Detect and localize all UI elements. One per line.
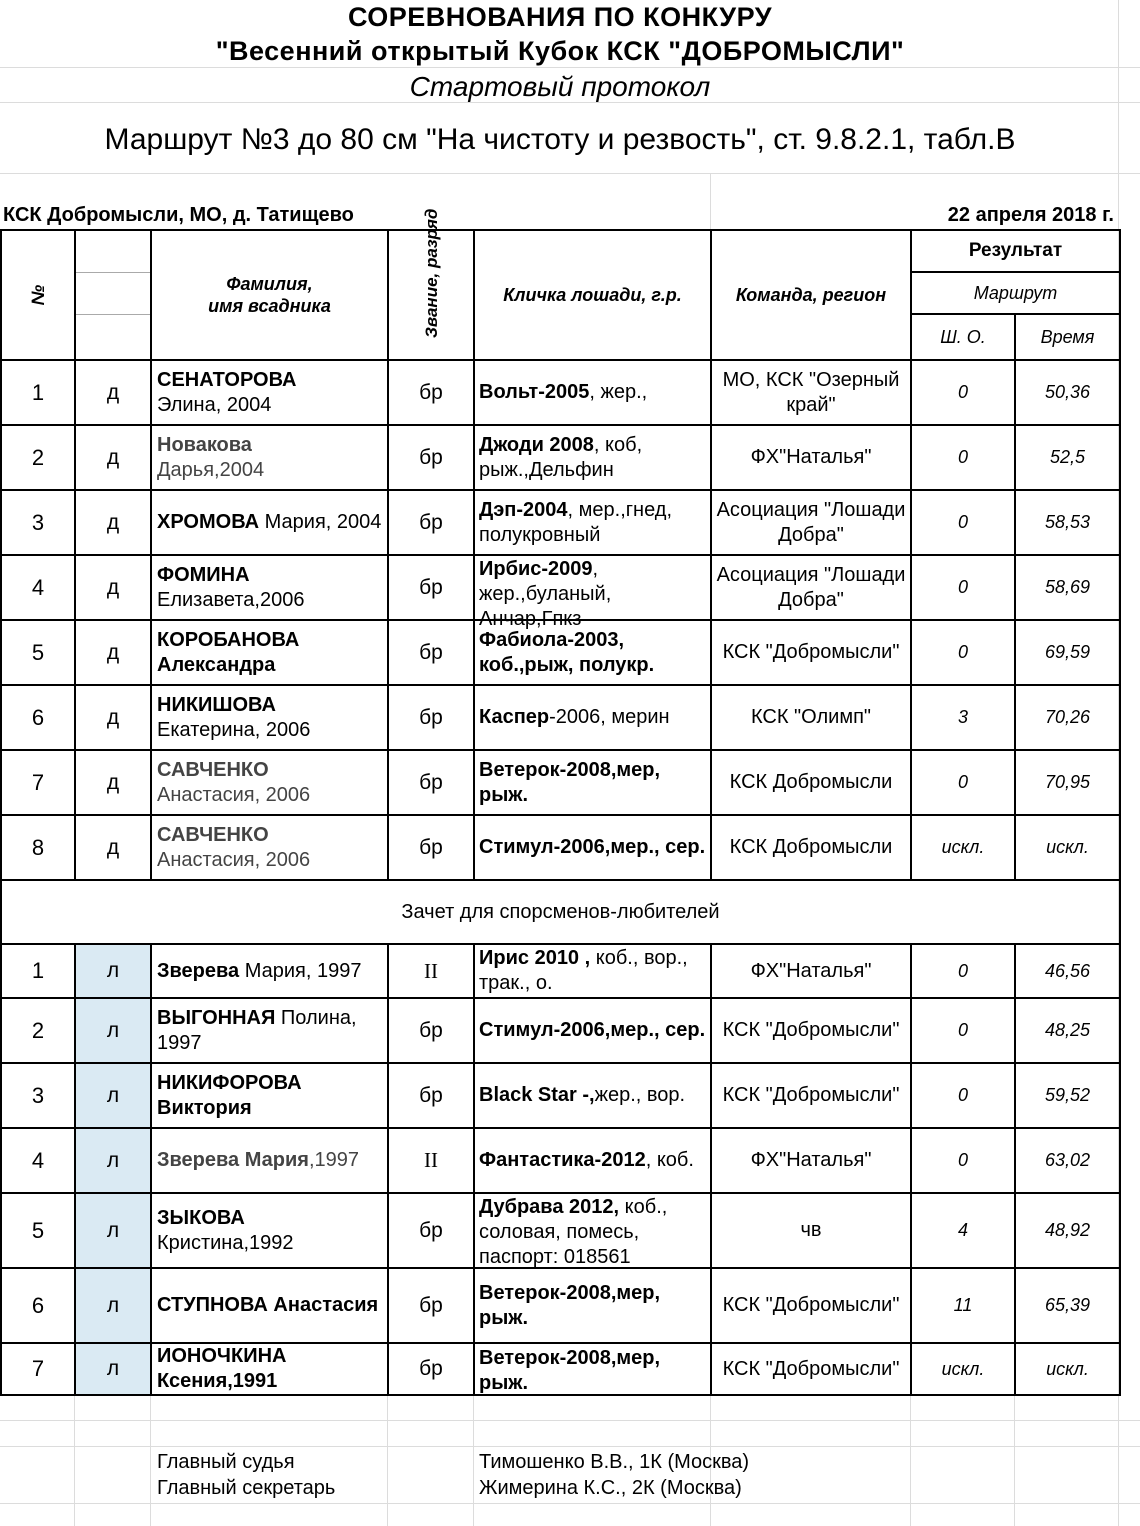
rider-given-name: Кристина,1992 [157,1231,294,1254]
gridline [0,173,1140,174]
subtitle: Стартовый протокол [409,71,711,102]
table-row [1,490,1120,555]
row-number: 1 [1,944,75,998]
time-value: 50,36 [1015,360,1120,425]
rider-text [152,368,387,418]
rider-rank: бр [388,360,474,425]
rider-rank: бр [388,815,474,880]
rider-cell [151,1193,388,1268]
team-region: Асоциация "Лошади Добра" [711,490,911,555]
rider-surname: СТУПНОВА Анастасия [157,1294,379,1316]
horse-cell [474,1063,711,1128]
horse-cell [474,1193,711,1268]
group-amateur [1,944,1120,1395]
horse-text [475,946,710,996]
rider-cell [151,555,388,620]
horse-cell [474,425,711,490]
horse-details: , жер., [589,381,648,403]
faults-value: 0 [911,944,1015,998]
time-value: 65,39 [1015,1268,1120,1343]
time-value: 46,56 [1015,944,1120,998]
table-row [1,998,1120,1063]
rider-rank: бр [388,750,474,815]
rider-given-name: Полина, 1997 [157,1006,357,1054]
row-number: 6 [1,1268,75,1343]
row-number: 6 [1,685,75,750]
rider-text [152,510,387,535]
col-horse-header: Кличка лошади, г.р. [474,230,711,360]
team-region: МО, КСК "Озерный край" [711,360,911,425]
row-number: 3 [1,490,75,555]
gridline [910,1395,911,1526]
category-code: д [75,685,151,750]
horse-text [475,758,710,808]
rider-given-name: Анастасия, 2006 [157,848,311,871]
rider-surname: ХРОМОВА [157,511,260,533]
rider-rank: бр [388,998,474,1063]
category-code: д [75,425,151,490]
rider-surname: КОРОБАНОВА Александра [157,628,300,676]
faults-value: искл. [911,1343,1015,1395]
horse-text [475,1083,710,1108]
table-row [1,360,1120,425]
col-rider-header: Фамилия, имя всадника [151,230,388,360]
rider-given-name: Екатерина, 2006 [157,718,311,741]
time-value: искл. [1015,1343,1120,1395]
time-value: 48,25 [1015,998,1120,1063]
horse-cell [474,750,711,815]
gridline [0,1420,1140,1421]
table-row [1,685,1120,750]
rider-cell [151,1128,388,1193]
horse-cell [474,998,711,1063]
section-amateur-title: Зачет для спорсменов-любителей [1,880,1120,944]
table-row [1,1193,1120,1268]
horse-name: Ветерок-2008,мер, рыж. [479,1347,661,1394]
horse-text [475,1281,710,1331]
category-code: д [75,620,151,685]
gridline [1014,1395,1015,1526]
horse-text [475,498,710,548]
col-num-header: № [1,230,75,360]
rider-text [152,758,387,808]
horse-name: Дубрава 2012, [479,1196,620,1218]
time-value: искл. [1015,815,1120,880]
venue: КСК Добромысли, МО, д. Татищево [3,204,354,226]
faults-value: 0 [911,490,1015,555]
time-value: 59,52 [1015,1063,1120,1128]
faults-value: искл. [911,815,1015,880]
rider-surname: Зверева [157,959,240,982]
rider-surname: САВЧЕНКО [157,758,269,781]
table-row [1,1343,1120,1395]
chief-judge-label: Главный судья [157,1451,295,1473]
horse-details: , мер.,гнед, полукровный [479,498,673,546]
rider-surname: НИКИФОРОВА Виктория [157,1071,302,1119]
horse-cell [474,1128,711,1193]
table-row [1,944,1120,998]
row-number: 1 [1,360,75,425]
horse-text [475,628,710,678]
rider-cell [151,998,388,1063]
table-row [1,750,1120,815]
row-number: 5 [1,1193,75,1268]
horse-cell [474,360,711,425]
title-line-2: "Весенний открытый Кубок КСК "ДОБРОМЫСЛИ" [215,36,905,66]
horse-text [475,705,710,730]
horse-text [475,835,710,860]
horse-cell [474,685,711,750]
team-region: ФХ"Наталья" [711,1128,911,1193]
group-children [1,360,1120,880]
table-row [1,425,1120,490]
category-code: л [75,1268,151,1343]
category-code: д [75,555,151,620]
team-region: КСК Добромысли [711,750,911,815]
horse-text [475,380,710,405]
faults-value: 0 [911,998,1015,1063]
rider-cell [151,685,388,750]
rider-surname: Новакова [157,433,252,456]
rider-text [152,1293,387,1318]
rider-rank: бр [388,1063,474,1128]
team-region: КСК "Олимп" [711,685,911,750]
team-region: ФХ"Наталья" [711,425,911,490]
col-group-header [75,230,151,272]
gridline [150,1395,151,1526]
row-number: 8 [1,815,75,880]
gridline [0,1503,1140,1504]
rider-text [152,563,387,613]
faults-value: 4 [911,1193,1015,1268]
row-number: 4 [1,1128,75,1193]
gridline [473,1395,474,1526]
row-number: 3 [1,1063,75,1128]
team-region: КСК "Добромысли" [711,1063,911,1128]
faults-value: 0 [911,555,1015,620]
horse-text [475,557,710,630]
row-number: 7 [1,1343,75,1395]
rider-cell [151,620,388,685]
faults-value: 11 [911,1268,1015,1343]
horse-text [475,1195,710,1266]
category-code: д [75,815,151,880]
rider-text [152,1344,387,1394]
team-region: КСК "Добромысли" [711,998,911,1063]
horse-name: Вольт-2005 [479,381,590,403]
category-code: д [75,750,151,815]
col-result-header: Результат [911,230,1120,272]
row-number: 5 [1,620,75,685]
team-region: КСК "Добромысли" [711,620,911,685]
chief-secretary-name: Жимерина К.С., 2К (Москва) [479,1477,742,1499]
rider-cell [151,944,388,998]
col-rank-header: Звание, разряд [388,230,474,360]
category-code: л [75,1128,151,1193]
col-time-header: Время [1015,314,1120,360]
team-region: КСК "Добромысли" [711,1268,911,1343]
horse-name: Ветерок-2008,мер, рыж. [479,758,661,806]
gridline [387,1395,388,1526]
rider-rank: бр [388,1268,474,1343]
row-number: 2 [1,425,75,490]
faults-value: 0 [911,360,1015,425]
rider-text [152,1071,387,1121]
time-value: 63,02 [1015,1128,1120,1193]
rider-rank: бр [388,1193,474,1268]
time-value: 52,5 [1015,425,1120,490]
row-number: 7 [1,750,75,815]
gridline [710,173,711,229]
rider-given-name: Мария, 1997 [239,959,362,982]
horse-name: Фабиола-2003, коб.,рыж, полукр. [479,628,655,676]
rider-given-name: Анастасия, 2006 [157,783,311,806]
faults-value: 0 [911,1128,1015,1193]
table-row [1,1063,1120,1128]
rider-cell [151,1063,388,1128]
horse-name: Стимул-2006,мер., сер. [479,836,706,858]
category-code: л [75,1193,151,1268]
rider-rank: II [388,944,474,998]
row-number: 4 [1,555,75,620]
horse-cell [474,1343,711,1395]
rider-cell [151,750,388,815]
rider-rank: II [388,1128,474,1193]
chief-secretary-label: Главный секретарь [157,1477,336,1499]
team-region: КСК "Добромысли" [711,1343,911,1395]
table-row [1,555,1120,620]
rider-rank: бр [388,490,474,555]
horse-text [475,433,710,483]
time-value: 70,26 [1015,685,1120,750]
gridline [0,1446,1140,1447]
category-code: л [75,1063,151,1128]
table-row [1,815,1120,880]
team-region: чв [711,1193,911,1268]
rider-given-name: Елизавета,2006 [157,588,305,611]
table-row [1,1128,1120,1193]
horse-cell [474,490,711,555]
horse-cell [474,620,711,685]
rider-surname: ФОМИНА [157,563,250,586]
rider-given-name: ,1997 [308,1149,360,1171]
rider-cell [151,360,388,425]
rider-surname: ИОНОЧКИНА Ксения,1991 [157,1345,287,1392]
horse-name: Ирбис-2009 [479,558,593,580]
horse-cell [474,555,711,630]
rider-given-name: Дарья,2004 [157,458,265,481]
rider-surname: ЗЫКОВА [157,1206,245,1229]
faults-value: 0 [911,620,1015,685]
table-row [1,1268,1120,1343]
horse-name: Ветерок-2008,мер, рыж. [479,1281,661,1329]
rider-text [152,1148,387,1173]
time-value: 48,92 [1015,1193,1120,1268]
title-line-1: СОРЕВНОВАНИЯ ПО КОНКУРУ [347,2,773,32]
horse-name: Black Star -, [479,1084,595,1106]
rider-rank: бр [388,425,474,490]
rider-cell [151,1343,388,1395]
col-faults-header: Ш. О. [911,314,1015,360]
category-code: л [75,998,151,1063]
rider-cell [151,425,388,490]
faults-value: 3 [911,685,1015,750]
horse-details: жер., вор. [594,1084,686,1106]
col-group-header-mid [75,272,151,314]
rider-text [152,433,387,483]
row-number: 2 [1,998,75,1063]
horse-name: Каспер [479,706,550,728]
col-group-header-low [75,314,151,360]
time-value: 58,53 [1015,490,1120,555]
faults-value: 0 [911,750,1015,815]
horse-details: -2006, мерин [549,706,670,728]
faults-value: 0 [911,425,1015,490]
route-title: Маршрут №3 до 80 см "На чистоту и резвость", ст. 9.8.2.1, табл.В [104,123,1016,156]
rider-rank: бр [388,555,474,620]
rider-rank: бр [388,1343,474,1395]
rider-rank: бр [388,685,474,750]
team-region: ФХ"Наталья" [711,944,911,998]
rider-text [152,693,387,743]
time-value: 70,95 [1015,750,1120,815]
rider-rank: бр [388,620,474,685]
horse-details: , жер.,буланый, Анчар,Гпкз [479,558,612,630]
horse-name: Дэп-2004 [479,498,568,521]
rider-text [152,959,387,984]
category-code: д [75,490,151,555]
horse-details: , коб, рыж.,Дельфин [479,433,643,481]
rider-cell [151,1268,388,1343]
rider-surname: ВЫГОННАЯ [157,1006,276,1029]
horse-details: , коб. [645,1149,694,1171]
team-region: КСК Добромысли [711,815,911,880]
rider-text [152,1206,387,1256]
rider-surname: Зверева Мария [157,1149,309,1171]
gridline [74,1395,75,1526]
table-row [1,620,1120,685]
rider-text [152,1006,387,1056]
rider-text [152,823,387,873]
chief-judge-name: Тимошенко В.В., 1К (Москва) [479,1451,750,1473]
col-team-header: Команда, регион [711,230,911,360]
category-code: л [75,944,151,998]
rider-surname: НИКИШОВА [157,693,276,716]
horse-name: Ирис 2010 , [479,947,591,969]
rider-cell [151,815,388,880]
rider-given-name: Элина, 2004 [157,393,272,416]
rider-given-name: Мария, 2004 [259,511,382,533]
team-region: Асоциация "Лошади Добра" [711,555,911,620]
horse-name: Джоди 2008 [479,433,594,456]
horse-text [475,1346,710,1392]
category-code: л [75,1343,151,1395]
rider-surname: САВЧЕНКО [157,823,269,846]
horse-cell [474,944,711,998]
horse-text [475,1018,710,1043]
horse-details: коб., соловая, помесь, паспорт: 018561 [479,1196,668,1268]
horse-name: Стимул-2006,мер., сер. [479,1019,706,1041]
time-value: 69,59 [1015,620,1120,685]
rider-surname: СЕНАТОРОВА [157,368,297,391]
col-route-header: Маршрут [911,272,1120,314]
horse-name: Фантастика-2012 [479,1149,646,1171]
event-date: 22 апреля 2018 г. [947,204,1114,226]
horse-details: коб., вор., трак., о. [479,947,688,994]
time-value: 58,69 [1015,555,1120,620]
faults-value: 0 [911,1063,1015,1128]
category-code: д [75,360,151,425]
horse-cell [474,1268,711,1343]
horse-text [475,1148,710,1173]
gridline [0,67,1140,68]
horse-cell [474,815,711,880]
rider-cell [151,490,388,555]
rider-text [152,628,387,678]
